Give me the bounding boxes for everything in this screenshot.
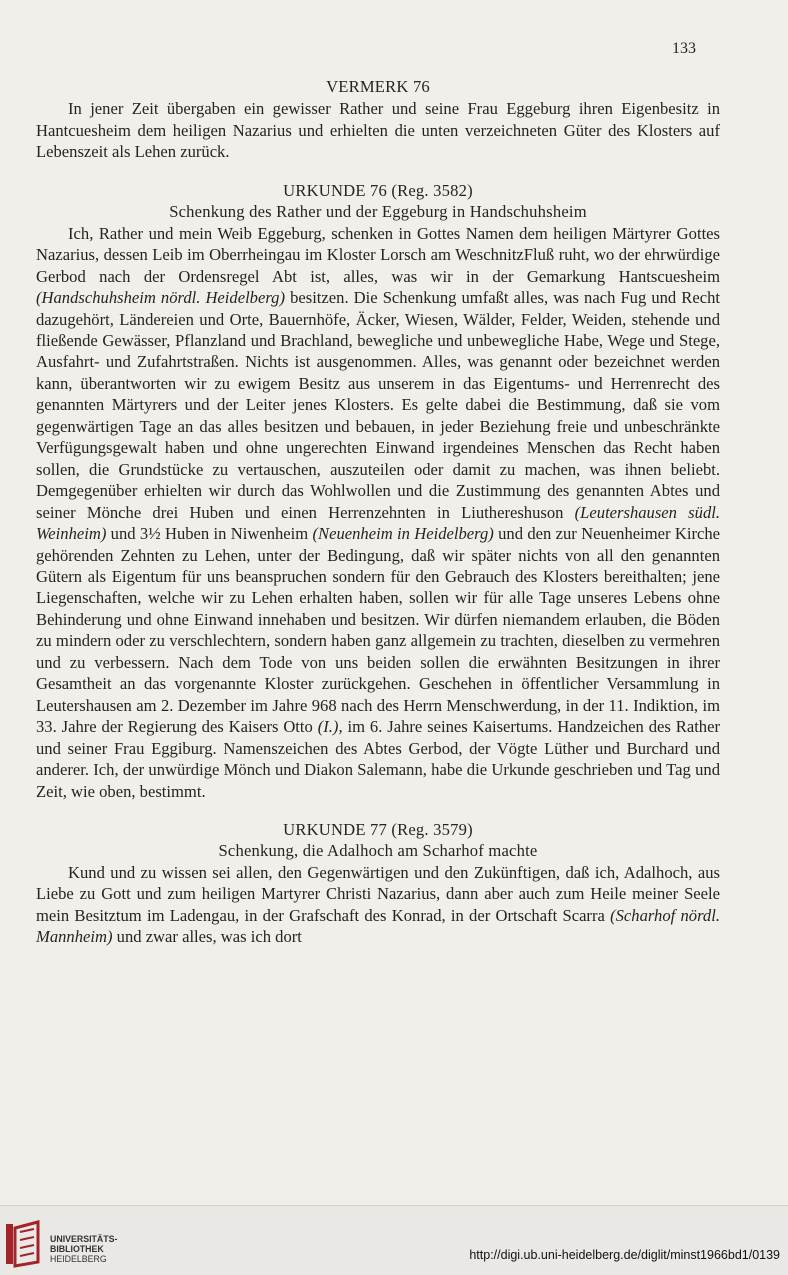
library-name xyxy=(50,1234,117,1264)
library-logo-icon[interactable] xyxy=(4,1218,44,1268)
urkunde-76-paragraph xyxy=(36,223,720,802)
place-note: (Leutershausen südl. Weinheim) xyxy=(36,502,720,544)
urkunde-77-paragraph xyxy=(36,862,720,948)
library-name-line: BIBLIOTHEK xyxy=(50,1244,104,1254)
place-note: (Neuenheim in Heidelberg) xyxy=(312,524,494,544)
library-name-line: HEIDELBERG xyxy=(50,1254,107,1264)
urkunde-76-heading: URKUNDE 76 (Reg. 3582) xyxy=(283,180,473,200)
text-run: im 6. Jahre seines Kaisertums. Handzeichen des Rather und seiner Frau Eggiburg. Namenszeichen des Abtes Gerbod, der Vögte Lüther und Burchard und anderer. Ich, der unwürdige Mönch und Diakon Salemann, habe die Urkunde geschrieben und Tag und Zeit, wie oben, bestimmt. xyxy=(36,717,720,801)
text-run: und den zur Neuenheimer Kirche gehörenden Zehnten zu Lehen, unter der Bedingung, daß wir später nichts von all den genannten Gütern als Eigentum für uns beanspruchen sondern für den Gebrauch des Klosters bereithalten; jene Liegenschaften, welche wir zu Lehen erhalten haben, sollen wir für alle Tage unseres Lebens ohne Behinderung und ohne Einwand innehaben und besitzen. Wir dürfen niemandem erlauben, die Böden zu mindern oder zu verschlechtern, sondern haben ganz allgemein zu trachten, dieselben zu vermehren und zu verbessern. Nach dem Tode von uns beiden sollen die erwähnten Besitzungen in ihrer Gesamtheit an das vorgenannte Kloster zurückgehen. Geschehen in öffentlicher Versammlung in Leutershausen am 2. Dezember im Jahre 968 nach des Herrn Menschwerdung, in der 11. Indiktion, im 33. Jahre der Regierung des Kaisers Otto xyxy=(36,524,720,737)
urkunde-76-subheading: Schenkung des Rather und der Eggeburg in Handschuhsheim xyxy=(169,202,587,222)
library-name-line: UNIVERSITÄTS- xyxy=(50,1234,118,1244)
text-run: Kund und zu wissen sei allen, den Gegenwärtigen und den Zukünftigen, daß ich, Adalhoch, aus Liebe zu Gott und zum heiligen Martyrer Christi Nazarius, dann aber auch zum Heile meiner Seele mein Besitztum im Ladengau, in der Grafschaft des Konrad, in der Ortschaft Scarra xyxy=(36,862,720,925)
viewer-footer xyxy=(0,1205,788,1275)
text-run: und zwar alles, was ich dort xyxy=(112,927,302,947)
place-note: (Handschuhsheim nördl. Heidelberg) xyxy=(36,288,286,308)
page-content xyxy=(36,76,720,948)
urkunde-77-heading: URKUNDE 77 (Reg. 3579) xyxy=(283,819,473,839)
vermerk-heading: VERMERK 76 xyxy=(326,77,430,96)
regnal-note: (I.), xyxy=(317,717,343,737)
urkunde-77-subheading: Schenkung, die Adalhoch am Scharhof machte xyxy=(218,841,538,861)
text-run: Ich, Rather und mein Weib Eggeburg, schenken in Gottes Namen dem heiligen Märtyrer Gottes Nazarius, dessen Leib im Oberrheingau im Kloster Lorsch am WeschnitzFluß ruht, wo der ehrwürdige Gerbod nach der Ordensregel Abt ist, alles, was wir in der Gemarkung Hantscuesheim xyxy=(36,223,720,286)
page-number: 133 xyxy=(672,40,696,57)
vermerk-paragraph: In jener Zeit übergaben ein gewisser Rather und seine Frau Eggeburg ihren Eigenbesitz in Hantcuesheim dem heiligen Nazarius und erhielten die unten verzeichneten Güter des Klosters auf Lebenszeit als Lehen zurück. xyxy=(36,99,720,162)
permalink-url[interactable]: http://digi.ub.uni-heidelberg.de/diglit/minst1966bd1/0139 xyxy=(469,1248,780,1262)
text-run: und 3½ Huben in Niwenheim xyxy=(106,524,313,544)
place-note: (Scharhof nördl. Mannheim) xyxy=(36,905,720,947)
text-run: besitzen. Die Schenkung umfaßt alles, was nach Fug und Recht dazugehört, Ländereien und Orte, Bauernhöfe, Äcker, Wiesen, Wälder, Felder, Weiden, stehende und fließende Gewässer, Pflanzland und Brachland, bewegliche und unbewegliche Habe, Wege und Stege, Ausfahrt- und Zufahrtstraßen. Nichts ist ausgenommen. Alles, was genannt oder bezeichnet werden kann, überantworten wir zu ewigem Besitz aus unserem in das Eigentums- und Herrenrecht des genannten Märtyrers und der Leiter jenes Klosters. Es gelte dabei die Bestimmung, daß sie vom gegenwärtigen Tage an das alles besitzen und bebauen, in jeder Beziehung freie und unbeschränkte Verfügungsgewalt haben und ohne ungerechten Einwand irgendeines Menschen das Recht haben sollen, die Grundstücke zu vertauschen, auszuteilen oder damit zu machen, was ihnen beliebt. Demgegenüber erhielten wir durch das Wohlwollen und die Zustimmung des genannten Abtes und seiner Mönche drei Huben und einen Herrenzehnten in Liuthereshuson xyxy=(36,288,721,522)
